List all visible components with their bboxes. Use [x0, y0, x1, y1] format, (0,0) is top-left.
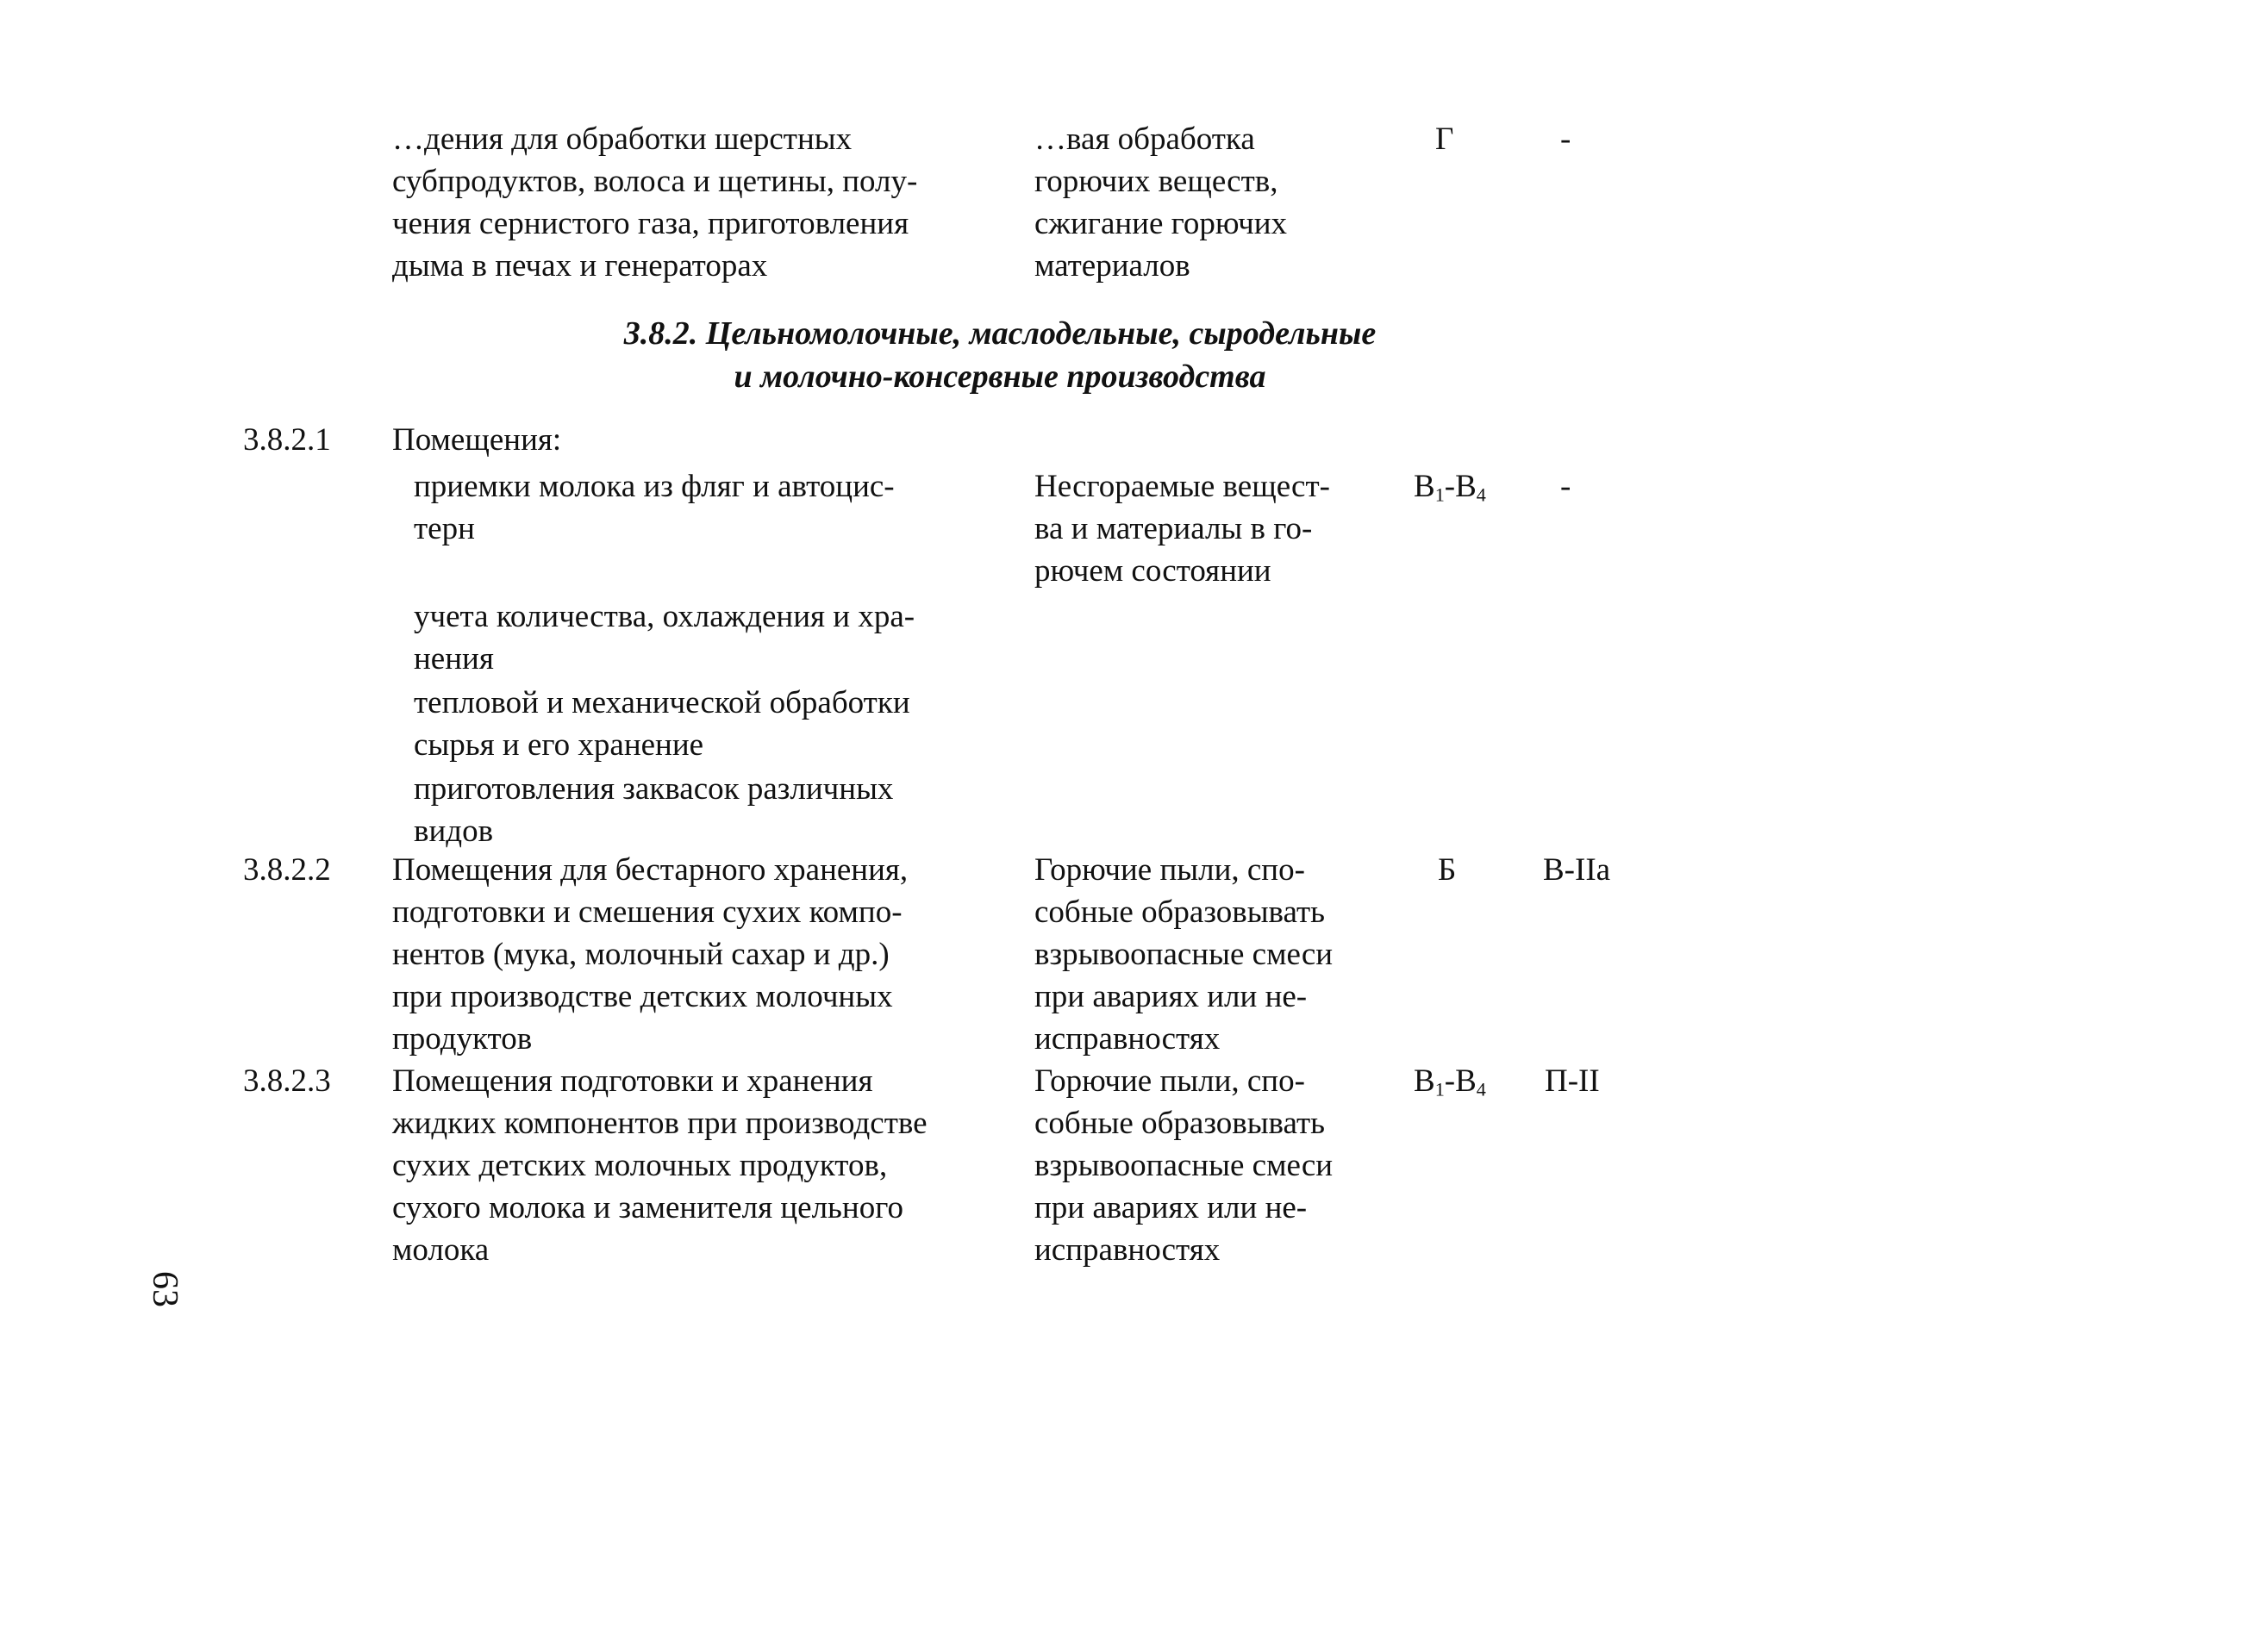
row-3-substance: Горючие пыли, спо- собные образовывать взрывоопасные смеси при авариях или не- исправностях [1034, 1063, 1334, 1268]
page-number: 63 [145, 1271, 184, 1307]
row-3-number: 3.8.2.3 [243, 1063, 331, 1099]
section-title: 3.8.2. Цельномолочные, маслодельные, сыродельные и молочно-консервные производства [623, 315, 1377, 395]
row-1-item-2: учета количества, охлаждения и хра- нения [414, 599, 915, 676]
prev-row-description: …дения для обработки шерстных субпродуктов, волоса и щетины, полу- чения сернистого газа, приготовления дыма в печах и генераторах [392, 122, 918, 284]
row-3-category: $В_1-В_4$ [1414, 1063, 1486, 1100]
prev-row-category: Г [1435, 122, 1454, 157]
row-2-zone: В-IIа [1543, 852, 1611, 888]
prev-row-substance: …вая обработка горючих веществ, сжигание горючих материалов [1034, 122, 1288, 284]
row-1-item-4: приготовления заквасок различных видов [414, 771, 894, 849]
row-1-number: 3.8.2.1 [243, 422, 331, 458]
row-1-category: $В_1-В_4$ [1414, 469, 1486, 506]
row-1-substance: Несгораемые вещест- ва и материалы в го- рючем состоянии [1034, 469, 1330, 589]
row-3-description: Помещения подготовки и хранения жидких компонентов при производстве сухих детских молочных продуктов, сухого молока и заменителя цельного молока [392, 1063, 928, 1268]
row-3-zone: П-II [1545, 1063, 1600, 1099]
row-2-number: 3.8.2.2 [243, 852, 331, 888]
row-1-item-3: тепловой и механической обработки сырья и его хранение [414, 685, 910, 763]
row-2-description: Помещения для бестарного хранения, подготовки и смешения сухих компо- нентов (мука, молочный сахар и др.) при производстве детских молочных продуктов [392, 852, 909, 1057]
prev-row-zone: - [1560, 122, 1571, 157]
row-2-category: Б [1438, 852, 1457, 888]
row-1-item-1: приемки молока из фляг и автоцис- терн [414, 469, 895, 546]
row-1-heading: Помещения: [392, 422, 562, 458]
row-2-substance: Горючие пыли, спо- собные образовывать взрывоопасные смеси при авариях или не- исправностях [1034, 852, 1334, 1057]
row-1-zone: - [1560, 469, 1571, 504]
